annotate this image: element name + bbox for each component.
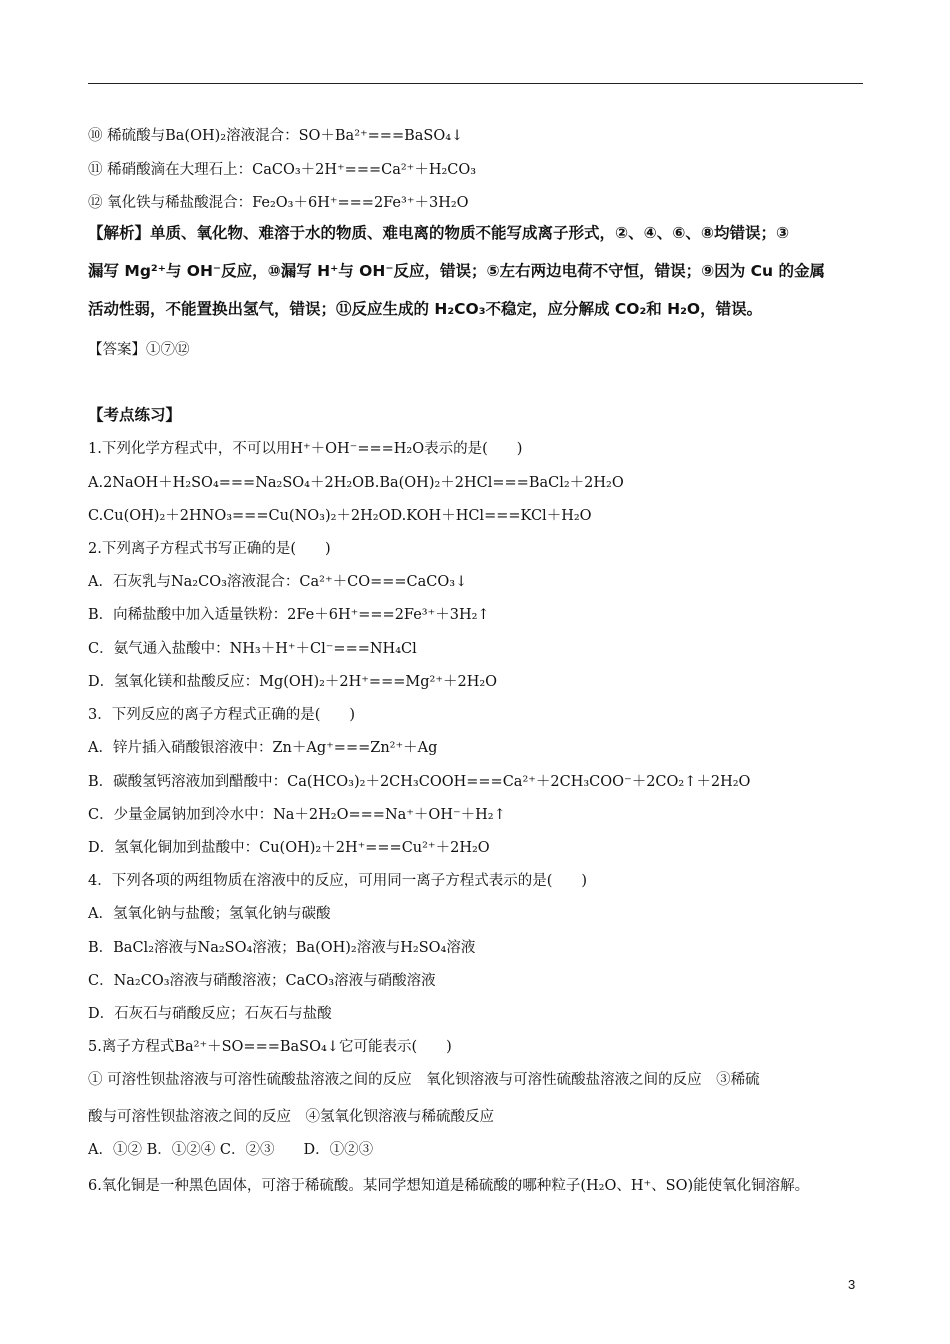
question-4: 4．下列各项的两组物质在溶液中的反应，可用同一离子方程式表示的是( ) [88, 873, 588, 889]
q3-option-a: A．锌片插入硝酸银溶液中：Zn＋Ag⁺===Zn²⁺＋Ag [88, 740, 438, 756]
q2-option-a: A．石灰乳与Na₂CO₃溶液混合：Ca²⁺＋CO===CaCO₃↓ [88, 574, 468, 590]
q3-option-b: B．碳酸氢钙溶液加到醋酸中：Ca(HCO₃)₂＋2CH₃COOH===Ca²⁺＋2CH₃COO⁻＋2CO₂↑＋2H₂O [88, 774, 751, 790]
section-heading: 【考点练习】 [88, 406, 182, 424]
q3-option-d: D．氢氧化铜加到盐酸中：Cu(OH)₂＋2H⁺===Cu²⁺＋2H₂O [88, 840, 490, 856]
question-1: 1.下列化学方程式中，不可以用H⁺＋OH⁻===H₂O表示的是( ) [88, 441, 523, 457]
question-3: 3．下列反应的离子方程式正确的是( ) [88, 707, 356, 723]
equation-11: ⑪ 稀硝酸滴在大理石上：CaCO₃＋2H⁺===Ca²⁺＋H₂CO₃ [88, 162, 477, 178]
analysis-line-2: 漏写 Mg²⁺与 OH⁻反应，⑩漏写 H⁺与 OH⁻反应，错误；⑤左右两边电荷不守恒，错误；⑨因为 Cu 的金属 [88, 262, 825, 280]
question-2: 2.下列离子方程式书写正确的是( ) [88, 541, 331, 557]
q4-option-d: D．石灰石与硝酸反应；石灰石与盐酸 [88, 1006, 332, 1022]
q1-options-cd: C.Cu(OH)₂＋2HNO₃===Cu(NO₃)₂＋2H₂OD.KOH＋HCl===KCl＋H₂O [88, 508, 592, 524]
q1-options-ab: A.2NaOH＋H₂SO₄===Na₂SO₄＋2H₂OB.Ba(OH)₂＋2HCl===BaCl₂＋2H₂O [88, 475, 624, 491]
q2-option-b: B．向稀盐酸中加入适量铁粉：2Fe＋6H⁺===2Fe³⁺＋3H₂↑ [88, 607, 490, 623]
q4-option-b: B．BaCl₂溶液与Na₂SO₄溶液；Ba(OH)₂溶液与H₂SO₄溶液 [88, 940, 476, 956]
q4-option-a: A．氢氧化钠与盐酸；氢氧化钠与碳酸 [88, 906, 331, 922]
q5-options: A．①② B．①②④ C．②③ D．①②③ [88, 1142, 374, 1158]
question-6: 6.氧化铜是一种黑色固体，可溶于稀硫酸。某同学想知道是稀硫酸的哪种粒子(H₂O、H⁺、SO)能使氧化铜溶解。 [88, 1178, 810, 1194]
header-rule [88, 83, 863, 84]
q3-option-c: C．少量金属钠加到冷水中：Na＋2H₂O===Na⁺＋OH⁻＋H₂↑ [88, 807, 506, 823]
analysis-line-3: 活动性弱，不能置换出氢气，错误；⑪反应生成的 H₂CO₃不稳定，应分解成 CO₂和 H₂O，错误。 [88, 300, 763, 318]
q2-option-d: D．氢氧化镁和盐酸反应：Mg(OH)₂＋2H⁺===Mg²⁺＋2H₂O [88, 674, 498, 690]
q4-option-c: C．Na₂CO₃溶液与硝酸溶液；CaCO₃溶液与硝酸溶液 [88, 973, 436, 989]
analysis-line-1: 【解析】单质、氧化物、难溶于水的物质、难电离的物质不能写成离子形式，②、④、⑥、⑧均错误；③ [88, 224, 790, 242]
answer: 【答案】①⑦⑫ [88, 342, 190, 358]
equation-12: ⑫ 氧化铁与稀盐酸混合：Fe₂O₃＋6H⁺===2Fe³⁺＋3H₂O [88, 195, 469, 211]
page-number: 3 [848, 1277, 856, 1292]
question-5: 5.离子方程式Ba²⁺＋SO===BaSO₄↓它可能表示( ) [88, 1039, 452, 1055]
q5-statements-line-2: 酸与可溶性钡盐溶液之间的反应 ④氢氧化钡溶液与稀硫酸反应 [88, 1109, 494, 1125]
equation-10: ⑩ 稀硫酸与Ba(OH)₂溶液混合：SO＋Ba²⁺===BaSO₄↓ [88, 128, 464, 144]
q5-statements-line-1: ① 可溶性钡盐溶液与可溶性硫酸盐溶液之间的反应 氧化钡溶液与可溶性硫酸盐溶液之间的反应 ③稀硫 [88, 1072, 760, 1088]
q2-option-c: C．氨气通入盐酸中：NH₃＋H⁺＋Cl⁻===NH₄Cl [88, 641, 417, 657]
